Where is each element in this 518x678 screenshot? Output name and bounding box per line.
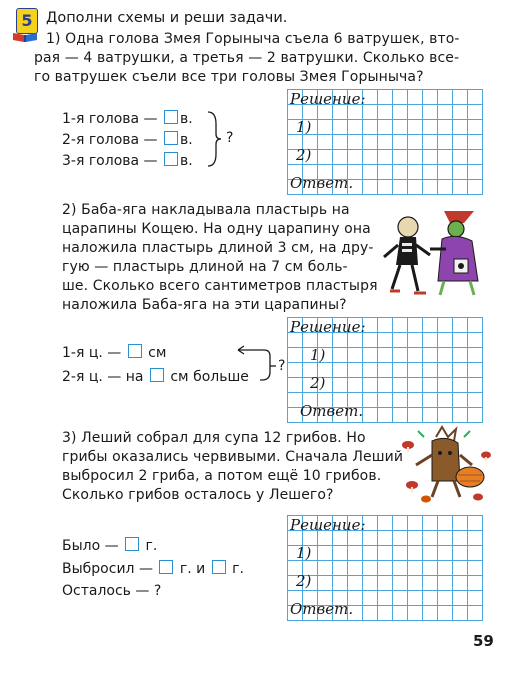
task2-line: ше. Сколько всего сантиметров пластыря [62,278,378,294]
task2-bracket-arrow [234,342,280,386]
solution-answer: Ответ. [290,174,354,192]
task1-text [34,30,460,87]
task1-scheme-row: 1-я голова — в. [62,111,193,127]
answer-box[interactable] [212,560,226,574]
exercise-badge [10,8,40,40]
task1-scheme-row: 2-я голова — в. [62,132,193,148]
task1-line: го ватрушек съели все три головы Змея Горыныча? [34,69,424,85]
task1-brace [206,110,222,168]
task3-line: выбросил 2 гриба, а потом ещё 10 грибов. [62,468,382,484]
answer-box[interactable] [159,560,173,574]
answer-box[interactable] [164,131,178,145]
solution-step-1: 1) [310,346,326,364]
task3-line: грибы оказались червивыми. Сначала Леший [62,449,404,465]
exercise-instruction: Дополни схемы и реши задачи. [46,10,288,26]
task1-scheme-row: 3-я голова — в. [62,153,193,169]
answer-box[interactable] [164,110,178,124]
task3-scheme [62,537,244,606]
task1-line: 1) Одна голова Змея Горыныча съела 6 ватрушек, вто- [46,31,460,47]
solution-step-2: 2) [310,374,326,392]
task2-text [62,201,378,315]
task2-question-mark: ? [278,358,286,374]
solution-answer: Ответ. [300,402,364,420]
answer-box[interactable] [125,537,139,551]
solution-step-2: 2) [296,146,312,164]
task2-scheme-row-2: 2-я ц. — на см больше [62,369,249,385]
task1-line: рая — 4 ватрушки, а третья — 2 ватрушки. Сколько все- [34,50,460,66]
task3-line: 3) Леший собрал для супа 12 грибов. Но [62,430,366,446]
task2-line: наложила Баба-яга на эти царапины? [62,297,347,313]
task3-scheme-row-2: Выбросил — г. и г. [62,561,244,577]
task2-line: царапины Кощею. На одну царапину она [62,221,371,237]
answer-box[interactable] [128,344,142,358]
answer-box[interactable] [150,368,164,382]
task2-line: наложила пластырь длиной 3 см, на дру- [62,240,374,256]
task3-text [62,429,403,505]
answer-box[interactable] [164,152,178,166]
solution-heading: Решение: [290,90,366,108]
book-icon [12,32,38,42]
task2-line: гую — пластырь длиной на 7 см боль- [62,259,348,275]
task3-scheme-row-3: Осталось — ? [62,583,162,599]
task2-scheme-row-1: 1-я ц. — см [62,345,167,361]
solution-heading: Решение: [290,516,366,534]
baba-yaga-koschei-illustration [378,205,488,300]
task3-scheme-row-1: Было — г. [62,538,158,554]
task2-scheme [62,344,249,392]
leshy-illustration [398,425,494,505]
task1-question-mark: ? [226,130,234,146]
solution-answer: Ответ. [290,600,354,618]
task2-line: 2) Баба-яга накладывала пластырь на [62,202,350,218]
exercise-number: 5 [16,8,38,34]
task3-line: Сколько грибов осталось у Лешего? [62,487,334,503]
task1-scheme [62,110,193,173]
solution-step-1: 1) [296,544,312,562]
solution-heading: Решение: [290,318,366,336]
solution-step-1: 1) [296,118,312,136]
page-number: 59 [473,632,494,650]
solution-step-2: 2) [296,572,312,590]
